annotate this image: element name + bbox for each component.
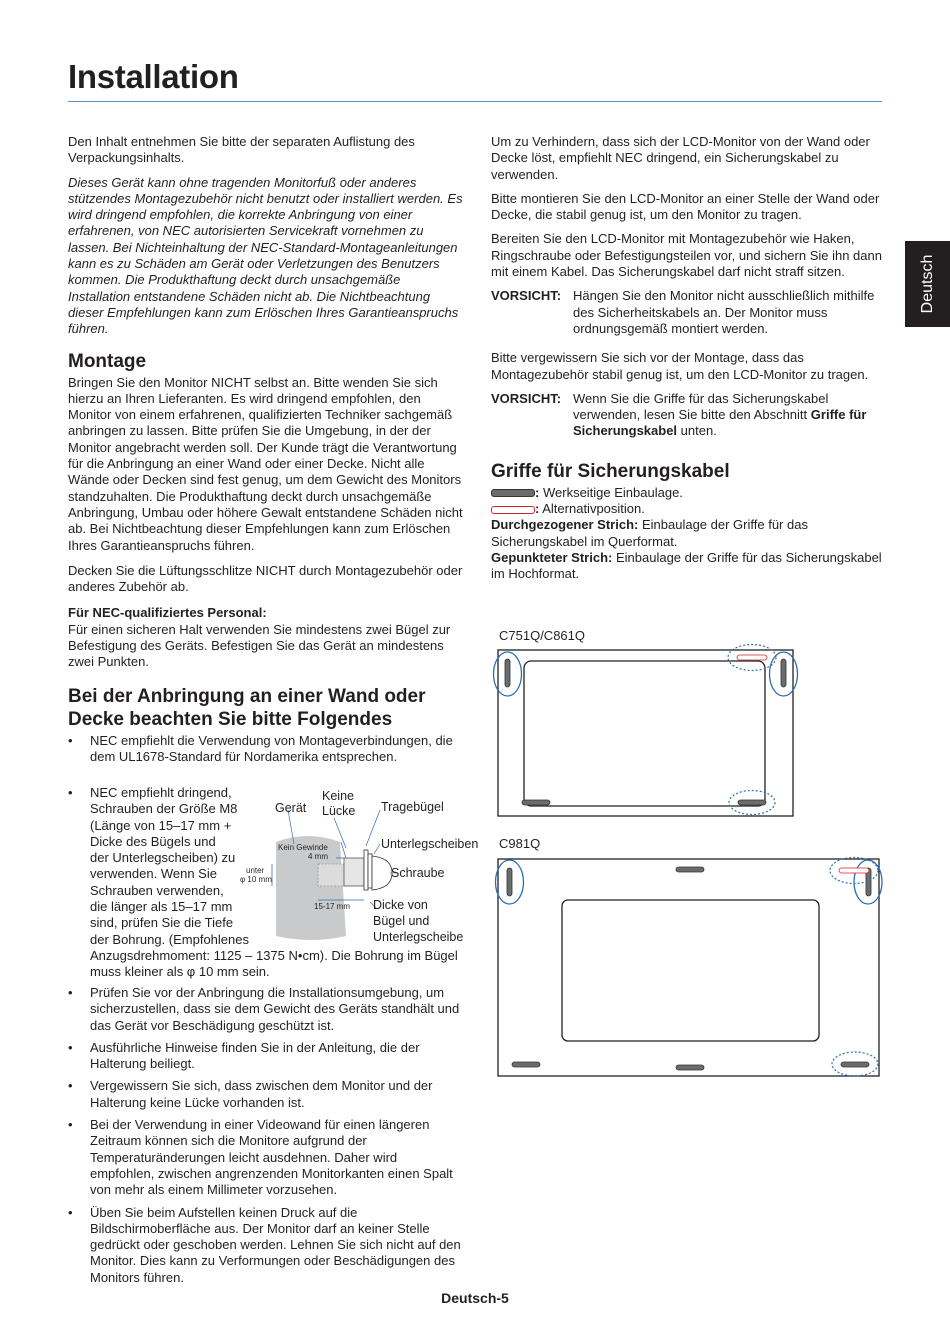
label-geraet: Gerät — [275, 801, 307, 815]
handle-alt-swatch — [491, 506, 535, 514]
bullet-screws-line: (Länge von 15–17 mm + — [90, 817, 232, 833]
bullet-screws-line: Schrauben der Größe M8 — [90, 801, 238, 817]
right-column — [491, 134, 883, 583]
page-number: Deutsch-5 — [441, 1290, 509, 1306]
griffe-heading: Griffe für Sicherungskabel — [491, 460, 730, 482]
caution-1-text: Hängen Sie den Monitor nicht ausschließlich mithilfe des Sicherheitskabels an. Der Monitor muss ordnungsgemäß montiert werden. — [573, 288, 875, 336]
diagram-c751q — [488, 640, 808, 824]
caution-2-text — [573, 391, 883, 440]
personal-label: Für NEC-qualifiziertes Personal: — [68, 605, 267, 621]
legend-solid-text: Einbaulage der Griffe für das Sicherungskabel im Querformat. — [491, 517, 808, 549]
bullet-screws-line: NEC empfiehlt dringend, — [90, 785, 232, 800]
right-paragraph-2: Bitte montieren Sie den LCD-Monitor an einer Stelle der Wand oder Decke, die stabil genug ist, um den Monitor zu tragen. — [491, 190, 880, 223]
bullet-screws-line: Dicke des Bügels und — [90, 833, 216, 849]
bullet-screws-line: verwenden. Wenn Sie — [90, 866, 217, 882]
intro-warning: Dieses Gerät kann ohne tragenden Monitorfuß oder anderes stützendes Montagezubehör nicht benutzt oder installiert werden. Es wird dringend empfohlen, die korrekte Anbringung von einer erfahrenen, von NEC autorisierten Servicekraft vornehmen zu lassen. Bei Nichteinhaltung der NEC-Standard-Montageanleitungen kann es zu Schäden am Gerät oder Verletzungen des Benutzers kommen. Die Produkthaftung deckt durch unsachgemäße Installation entstandene Schäden nicht ab. Die Nichtbeachtung dieser Empfehlungen kann zum Erlöschen Ihres Garantieanspruchs führen. — [68, 174, 463, 337]
intro-text: Den Inhalt entnehmen Sie bitte der separaten Auflistung des Verpackungsinhalts. — [68, 134, 415, 166]
right-paragraph-1: Um zu Verhindern, dass sich der LCD-Monitor von der Wand oder Decke löst, empfiehlt NEC dringend, ein Sicherungskabel zu verwenden. — [491, 134, 870, 182]
caution-2-label: VORSICHT: — [491, 390, 562, 406]
title-rule — [68, 101, 882, 102]
bullet-dot: • — [68, 785, 73, 800]
legend-dotted — [491, 550, 883, 583]
label-keine: Keine — [322, 789, 354, 803]
label-dicke-2: Bügel und — [373, 914, 430, 928]
label-schraube: Schraube — [391, 866, 445, 880]
wall-bullets-top — [68, 733, 463, 766]
label-tragebuegel: Tragebügel — [381, 800, 444, 814]
screw-diagram — [236, 786, 486, 946]
caution-2-text-b: unten. — [680, 423, 717, 439]
legend-solid — [491, 517, 883, 550]
bullet-no-pressure: • Üben Sie beim Aufstellen keinen Druck auf die Bildschirmoberfläche aus. Der Monitor darf an keiner Stelle gedrückt oder geschoben werden. Lehnen Sie sich nicht auf den Monitor. Dies kann zu Verformungen oder Beschädigungen des Monitors führen. — [68, 1205, 463, 1286]
page-title: Installation — [68, 58, 239, 95]
bullet-screws-line: Schrauben verwenden, — [90, 882, 224, 898]
legend-solid-label: Durchgezogener Strich: — [491, 517, 639, 533]
legend-factory — [491, 485, 883, 501]
label-unterlegscheiben: Unterlegscheiben — [381, 837, 479, 851]
bullet-screws-line: der Unterlegscheiben) zu — [90, 850, 236, 866]
diagram-c981q — [488, 850, 888, 1080]
bullet-no-gap: • Vergewissern Sie sich, dass zwischen dem Monitor und der Halterung keine Lücke vorhanden ist. — [68, 1078, 463, 1111]
wall-bullets-bottom — [68, 985, 463, 1286]
bullet-screws-line: sind, prüfen Sie die Tiefe — [90, 915, 234, 931]
label-luecke: Lücke — [322, 804, 356, 818]
caution-1-label: VORSICHT: — [491, 288, 562, 304]
bullet-screws-line: die länger als 15–17 mm — [90, 899, 233, 915]
language-side-tab — [905, 241, 950, 327]
caution-2-text-a: Wenn Sie die Griffe für das Sicherungskabel verwenden, lesen Sie bitte den Abschnitt — [573, 390, 829, 423]
legend-alt-colon: : — [535, 501, 540, 517]
bullet-instructions: • Ausführliche Hinweise finden Sie in der Anleitung, die der Halterung beiliegt. — [68, 1040, 463, 1073]
label-unter-mm: φ 10 mm — [240, 875, 272, 884]
legend-alt-text: Alternativposition. — [542, 501, 645, 517]
handle-factory-swatch — [491, 489, 535, 497]
label-laenge: 15-17 mm — [314, 902, 351, 911]
model-label-c751q: C751Q/C861Q — [499, 628, 585, 643]
legend-factory-colon: : — [535, 484, 540, 500]
left-column — [68, 134, 463, 771]
label-kein-gewinde-mm: 4 mm — [308, 852, 328, 861]
left-column-bottom — [68, 985, 463, 1292]
personal-text: Für einen sicheren Halt verwenden Sie mindestens zwei Bügel zur Befestigung des Geräts. Befestigen Sie das Gerät an mindestens zwei Punkten. — [68, 621, 451, 670]
label-unter: unter — [246, 866, 265, 875]
bullet-screws-tail: Anzugsdrehmoment: 1125 – 1375 N•cm). Die Bohrung im Bügel muss kleiner als φ 10 mm sein. — [90, 948, 458, 980]
bullet-ul1678: • NEC empfiehlt die Verwendung von Montageverbindungen, die dem UL1678-Standard für Nordamerika entsprechen. — [68, 733, 463, 766]
label-dicke-3: Unterlegscheibe — [373, 930, 464, 944]
caution-2 — [491, 391, 883, 440]
screw-diagram-graphic — [236, 786, 486, 946]
right-paragraph-4: Bitte vergewissern Sie sich vor der Montage, dass das Montagezubehör stabil genug ist, um den LCD-Monitor zu tragen. — [491, 350, 869, 382]
label-kein-gewinde: Kein Gewinde — [278, 843, 328, 852]
side-tab-label: Deutsch — [918, 254, 936, 314]
legend-dotted-text: Einbaulage der Griffe für das Sicherungskabel im Hochformat. — [491, 549, 882, 582]
montage-paragraph-1: Bringen Sie den Monitor NICHT selbst an. Bitte wenden Sie sich hierzu an Ihren Lieferanten. Es wird dringend empfohlen, den Monitor von einem erfahrenen, qualifizierten Techniker sachgemäß anbringen zu lassen. Bitte prüfen Sie die Umgebung, in der der Monitor angebracht werden soll. Der Kunde trägt die Verantwortung für die Anbringung an einer Wand oder einer Decke. Nicht alle Wände oder Decken sind fest genug, um dem Gewicht des Monitors standzuhalten. Die Produkthaftung deckt durch unsachgemäße Anbringung, Umbau oder höhere Gewalt entstandene Schäden nicht ab. Bei Nichtbeachtung dieser Empfehlungen kann zum Erlöschen Ihres Garantieanspruchs führen. — [68, 374, 463, 553]
right-paragraph-3: Bereiten Sie den LCD-Monitor mit Montagezubehör wie Haken, Ringschraube oder Befestigungsteilen vor, und sichern Sie ihn dann mit einem Kabel. Das Sicherungskabel darf nicht straff sitzen. — [491, 231, 882, 280]
caution-1 — [491, 288, 883, 337]
caution-2-bold: Griffe für Sicherungskabel — [573, 407, 867, 439]
model-label-c981q: C981Q — [499, 836, 541, 851]
bullet-screws-line: der Bohrung. (Empfohlenes — [90, 931, 249, 947]
bullet-environment: • Prüfen Sie vor der Anbringung die Installationsumgebung, um sicherzustellen, dass sie dem Gewicht des Geräts standhält und das Gerät vor Beschädigung geschützt ist. — [68, 985, 463, 1034]
legend-dotted-label: Gepunkteter Strich: — [491, 549, 613, 565]
montage-heading: Montage — [68, 350, 147, 372]
wall-heading: Bei der Anbringung an einer Wand oder Decke beachten Sie bitte Folgendes — [68, 685, 426, 730]
label-dicke-1: Dicke von — [373, 898, 428, 912]
montage-paragraph-2: Decken Sie die Lüftungsschlitze NICHT durch Montagezubehör oder anderes Zubehör ab. — [68, 562, 463, 595]
legend-factory-text: Werkseitige Einbaulage. — [542, 484, 683, 500]
bullet-videowall: • Bei der Verwendung in einer Videowand für einen längeren Zeitraum können sich die Monitore aufgrund der Temperaturänderungen leicht ausdehnen. Daher wird empfohlen, zwischen angrenzenden Monitorkanten einen Spalt von mehr als einem Millimeter vorzusehen. — [68, 1117, 463, 1198]
legend-alt — [491, 501, 883, 517]
